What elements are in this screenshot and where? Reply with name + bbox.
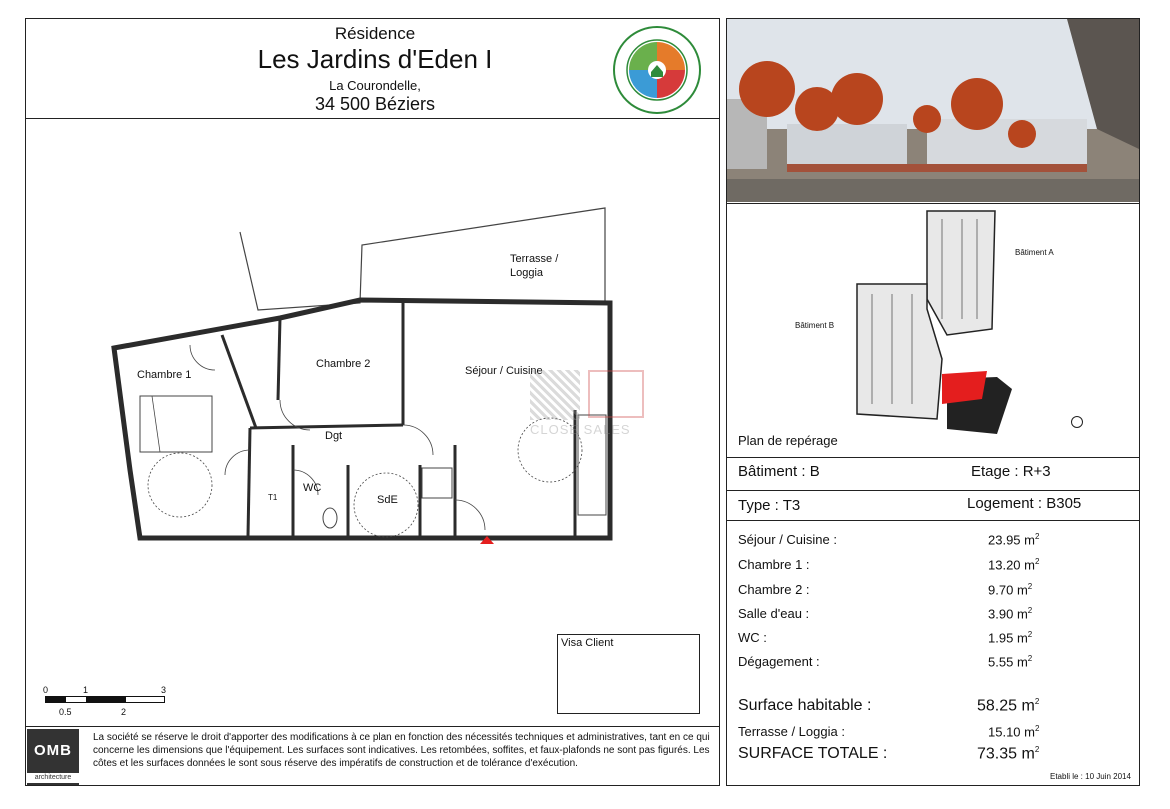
label-sejour: Séjour / Cuisine xyxy=(465,365,543,377)
surface-value: 13.20 $m^2$ xyxy=(988,557,1040,573)
label-wc: WC xyxy=(303,482,322,494)
total-label: SURFACE TOTALE : xyxy=(738,745,888,762)
scale-tick-2: 2 xyxy=(121,707,127,717)
logement: Logement : B305 xyxy=(967,495,1082,512)
footer xyxy=(25,726,720,787)
location-plan-label: Plan de repérage xyxy=(738,433,838,448)
scale-tick-0: 0 xyxy=(43,685,49,695)
info-row-2 xyxy=(727,490,1139,521)
disclaimer: La société se réserve le droit d'apporter des modifications à ce plan en fonction des nécessités techniques et administratives, tant en ce qui concerne les dimensions que l'équipement. Les surfaces sont indicatives. Les retombées, soffites, et faux-plafonds ne sont pas figurés. Les côtes et les surfaces données le sont sous réserve des impératifs de construction et de tolérance d'exécution. xyxy=(93,732,710,769)
residence-place: La Courondelle, xyxy=(329,78,421,93)
label-chambre1: Chambre 1 xyxy=(137,369,192,381)
surface-value: 23.95 $m^2$ xyxy=(988,532,1040,548)
info-row-1 xyxy=(727,456,1139,491)
surface-label: Séjour / Cuisine : xyxy=(738,532,837,547)
scale-bar xyxy=(45,685,175,725)
toilet xyxy=(323,508,337,528)
compass-icon xyxy=(1071,416,1083,428)
header xyxy=(25,18,720,119)
site-plan xyxy=(847,209,1047,439)
terrace-label: Terrasse / Loggia : xyxy=(738,724,845,739)
location-plan xyxy=(727,203,1139,458)
bed xyxy=(140,396,212,452)
surface-habitable-label: Surface habitable : xyxy=(738,697,872,714)
label-terrace: Terrasse / Loggia xyxy=(510,253,559,279)
date: Etabli le : 10 Juin 2014 xyxy=(1050,772,1131,781)
visa-client-label: Visa Client xyxy=(561,637,614,649)
label-chambre2: Chambre 2 xyxy=(316,358,371,370)
surface-label: WC : xyxy=(738,630,767,645)
surface-value: 1.95 $m^2$ xyxy=(988,630,1033,646)
residence-city: 34 500 Béziers xyxy=(314,94,436,114)
terrace-value: 15.10 $m^2$ xyxy=(988,724,1040,740)
surface-value: 9.70 $m^2$ xyxy=(988,582,1033,598)
surface-label: Salle d'eau : xyxy=(738,606,810,621)
scale-tick-05: 0.5 xyxy=(59,707,72,717)
label-dgt: Dgt xyxy=(325,430,343,442)
surface-label: Chambre 1 : xyxy=(738,557,810,572)
turning-circles xyxy=(148,418,582,537)
label-t1: T1 xyxy=(268,493,278,502)
surface-label: Chambre 2 : xyxy=(738,582,810,597)
label-sde: SdE xyxy=(377,494,398,506)
batiment: Bâtiment : B xyxy=(738,463,820,480)
total-value: 73.35 $m^2$ xyxy=(977,745,1040,763)
surface-value: 5.55 $m^2$ xyxy=(988,654,1033,670)
type: Type : T3 xyxy=(738,497,801,514)
watermark: CLOSE SALES xyxy=(530,370,640,440)
surface-label: Dégagement : xyxy=(738,654,820,669)
omb-logo: OMB architecture xyxy=(27,729,79,785)
render-photo xyxy=(727,19,1139,202)
surface-value: 3.90 $m^2$ xyxy=(988,606,1033,622)
scale-tick-1: 1 xyxy=(83,685,89,695)
surface-habitable-value: 58.25 $m^2$ xyxy=(977,697,1040,715)
building-a-label: Bâtiment A xyxy=(1015,248,1054,257)
residence-name: Les Jardins d'Eden I xyxy=(257,44,493,74)
bbc-seal-icon xyxy=(612,25,702,115)
visa-client-box xyxy=(557,634,700,714)
shower xyxy=(422,468,452,498)
residence-label: Résidence xyxy=(334,24,416,43)
scale-tick-3: 3 xyxy=(161,685,167,695)
building-b-label: Bâtiment B xyxy=(795,321,835,330)
etage: Etage : R+3 xyxy=(971,463,1051,480)
